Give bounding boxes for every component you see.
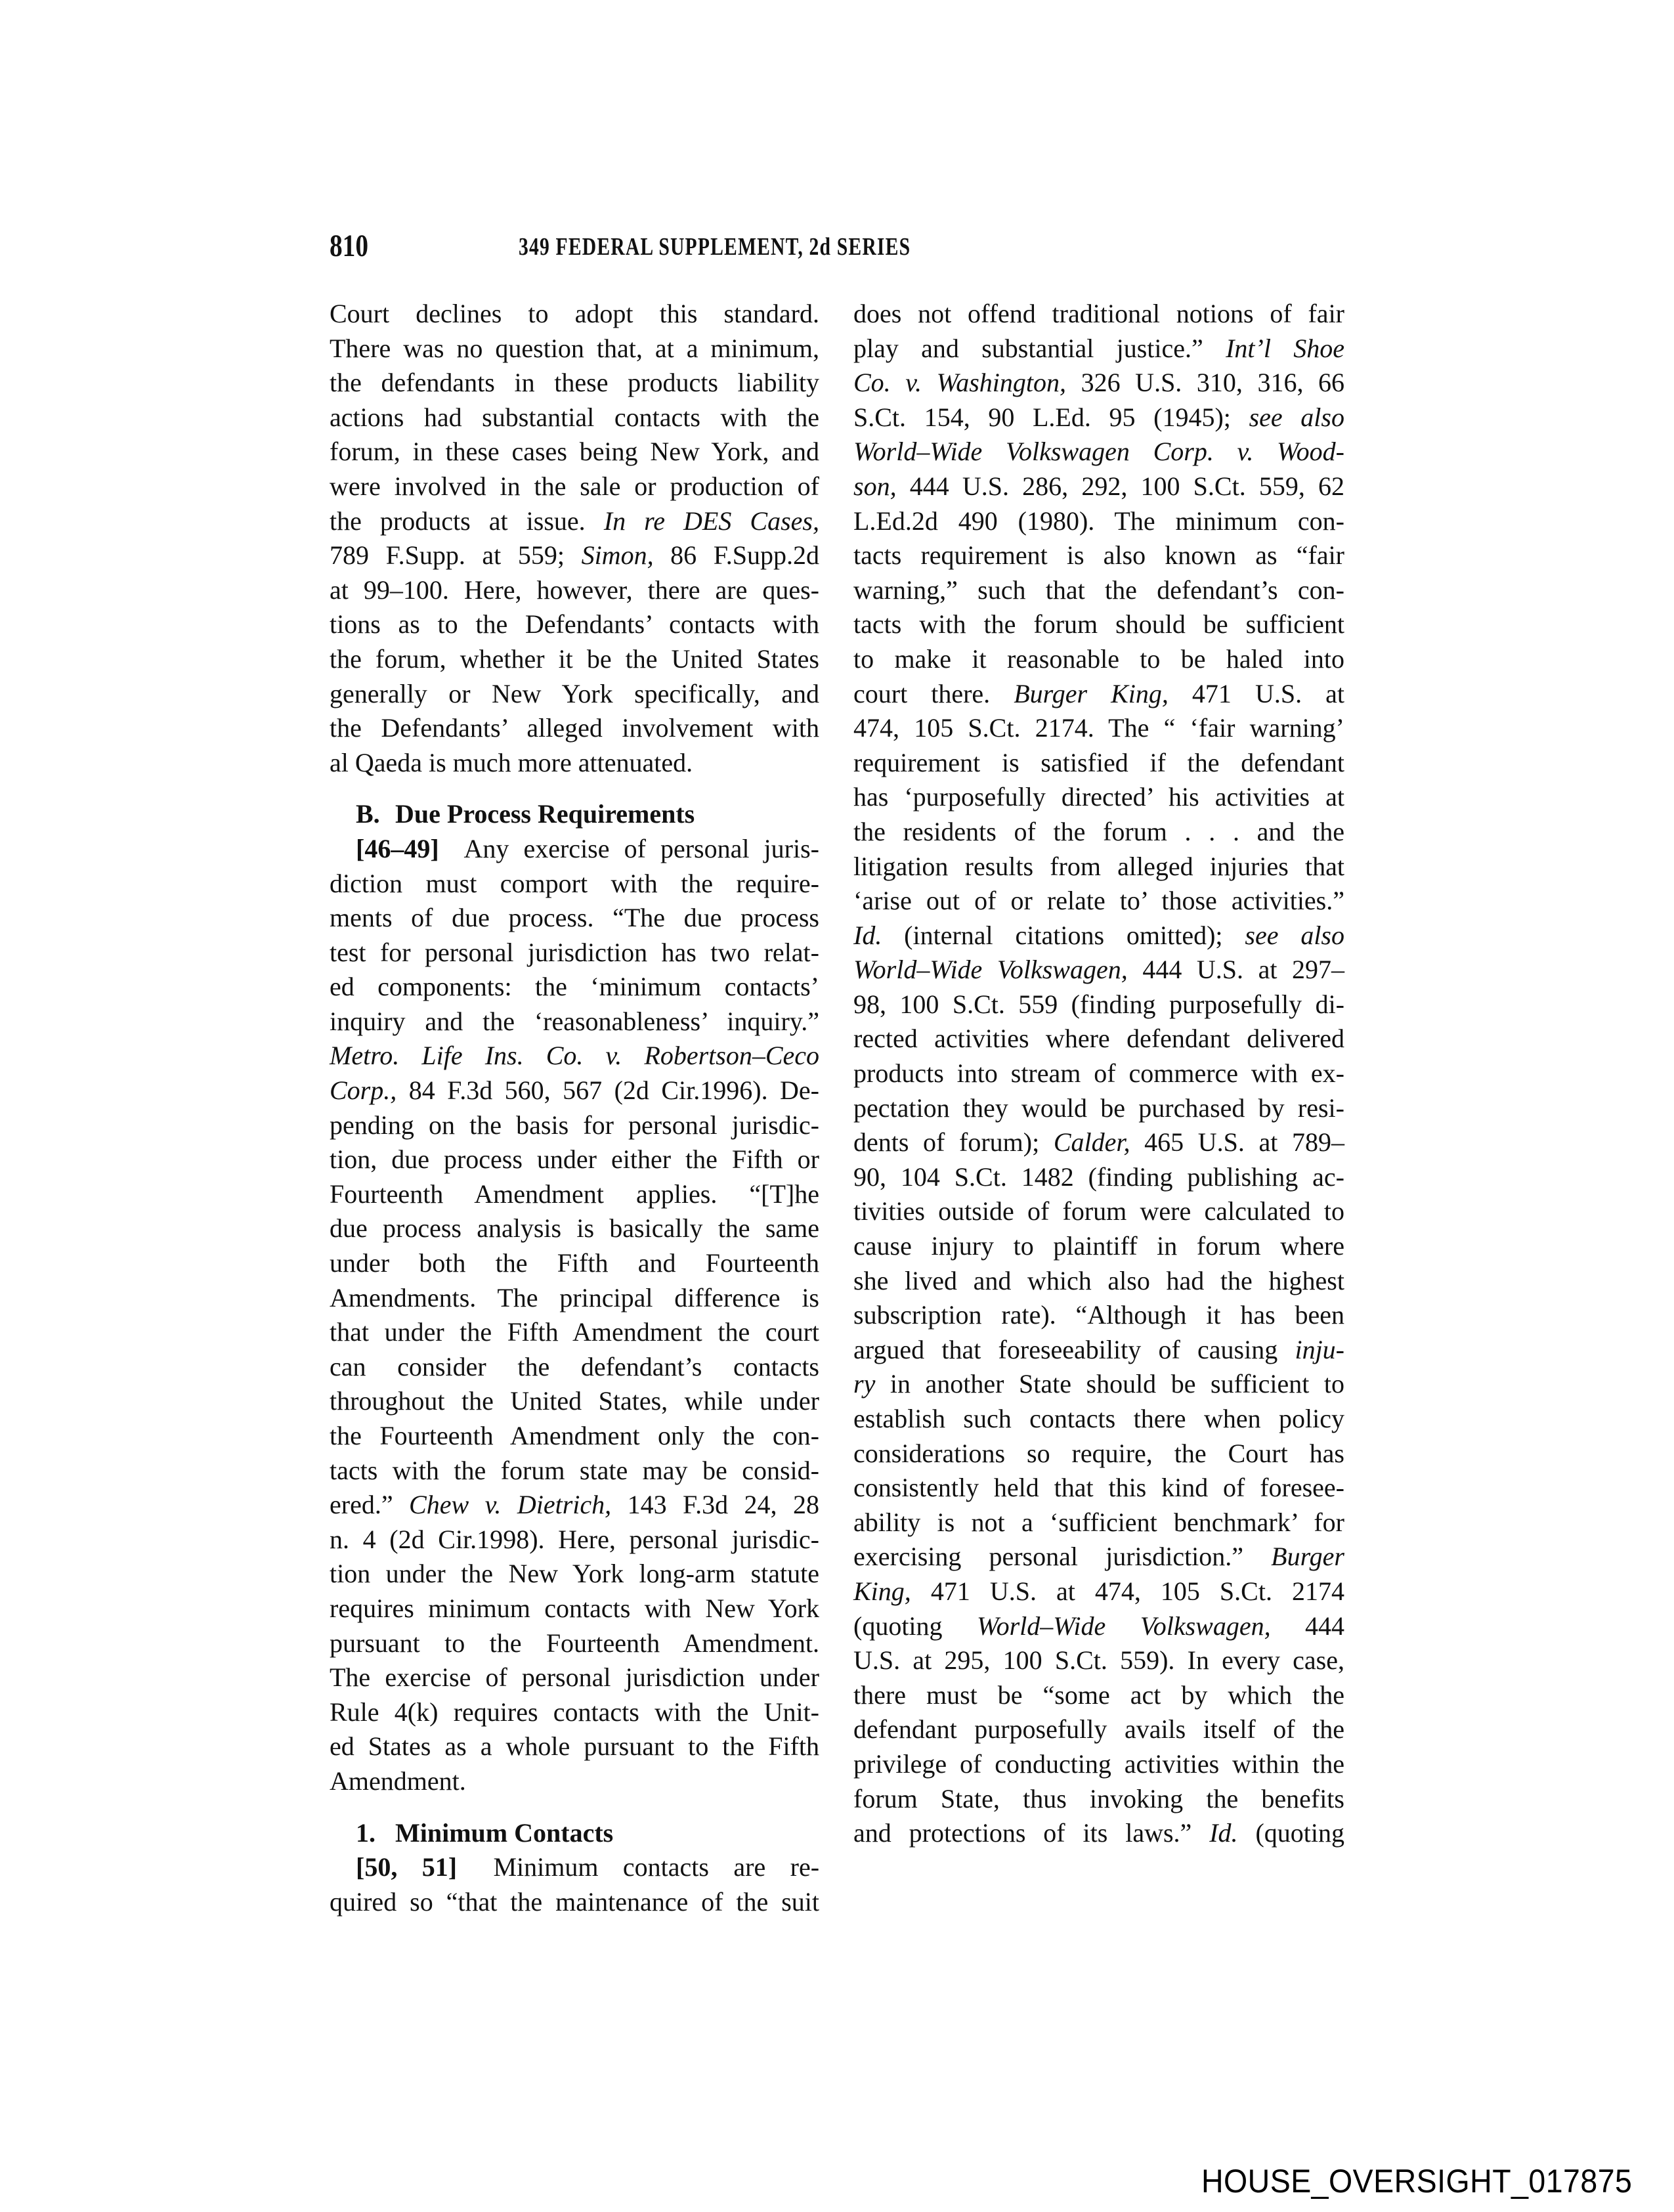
text-line [853, 1747, 1344, 1782]
text-line [853, 780, 1344, 815]
text-line [330, 401, 819, 435]
text-segment: pursuant to the Fourteenth Amendment. [330, 1628, 819, 1658]
text-segment: 444 U.S. 286, 292, 100 S.Ct. 559, 62 [896, 471, 1344, 501]
text-line [853, 1367, 1344, 1402]
case-citation: Chew v. Dietrich, [409, 1490, 612, 1520]
text-line [853, 1160, 1344, 1195]
section-title: Due Process Requirements [395, 799, 695, 829]
case-citation: ry [853, 1369, 876, 1399]
text-segment: she lived and which also had the highest [853, 1265, 1344, 1295]
text-line [330, 711, 819, 746]
text-line [853, 1194, 1344, 1229]
text-line [330, 504, 819, 539]
text-segment: in another State should be sufficient to [875, 1369, 1344, 1399]
paragraph-continuation [330, 297, 819, 780]
case-citation: inju- [1295, 1334, 1344, 1364]
text-segment: privilege of conducting activities within the [853, 1748, 1344, 1779]
text-line [853, 711, 1344, 746]
text-line [853, 1540, 1344, 1574]
text-segment: consistently held that this kind of foresee- [853, 1473, 1344, 1503]
text-segment: requirement is satisfied if the defendant [853, 747, 1344, 777]
text-segment: 444 U.S. at 297– [1127, 955, 1344, 985]
text-line [330, 746, 819, 781]
text-line [330, 1384, 819, 1419]
text-segment: tacts with the forum state may be consid- [330, 1455, 819, 1485]
headnote-number: [50, 51] [356, 1852, 458, 1882]
text-line [330, 642, 819, 677]
text-line [853, 987, 1344, 1022]
text-segment: Amendment. [330, 1766, 466, 1796]
text-segment: the Defendants’ alleged involvement with [330, 713, 819, 743]
text-line [853, 1574, 1344, 1609]
case-citation: Id. [1209, 1818, 1238, 1848]
text-segment: Court declines to adopt this standard. [330, 299, 819, 328]
text-segment: test for personal jurisdiction has two relat- [330, 937, 819, 967]
text-segment: does not offend traditional notions of fair [853, 299, 1344, 328]
text-line [853, 1402, 1344, 1437]
text-segment: establish such contacts there when policy [853, 1404, 1344, 1433]
text-line [330, 607, 819, 642]
text-line [330, 332, 819, 366]
text-segment: pending on the basis for personal jurisdic- [330, 1110, 819, 1140]
text-segment: has ‘purposefully directed’ his activities at [853, 782, 1344, 812]
text-segment: the forum, whether it be the United States [330, 643, 819, 674]
text-segment: S.Ct. 154, 90 L.Ed. 95 (1945); [853, 402, 1249, 432]
text-segment: forum State, thus invoking the benefits [853, 1783, 1344, 1813]
text-line [853, 815, 1344, 850]
text-segment: 444 [1270, 1611, 1344, 1641]
text-segment: (quoting [1237, 1818, 1344, 1848]
text-segment: court there. [853, 678, 1014, 708]
section-number: B. [356, 799, 380, 829]
case-citation: see also [1249, 402, 1344, 432]
text-segment: 474, 105 S.Ct. 2174. The “ ‘fair warning’ [853, 713, 1344, 743]
text-line [853, 677, 1344, 712]
text-segment: can consider the defendant’s contacts [330, 1351, 819, 1381]
text-segment: Rule 4(k) requires contacts with the Unit- [330, 1697, 819, 1727]
text-segment: warning,” such that the defendant’s con- [853, 575, 1344, 605]
case-citation: Calder, [1053, 1127, 1130, 1158]
text-segment: 326 U.S. 310, 316, 66 [1066, 368, 1345, 398]
spacer [330, 780, 819, 797]
text-line [853, 332, 1344, 366]
text-segment: the residents of the forum . . . and the [853, 816, 1344, 846]
text-line [853, 1678, 1344, 1713]
text-segment: dents of forum); [853, 1127, 1054, 1158]
text-line [330, 970, 819, 1005]
reporter-title: 349 FEDERAL SUPPLEMENT, 2d SERIES [519, 233, 911, 261]
text-line [853, 850, 1344, 884]
paragraph-due-process [330, 832, 819, 1799]
text-line [330, 1695, 819, 1730]
paragraph-continuation-right [853, 297, 1344, 1851]
text-line [853, 1264, 1344, 1299]
text-segment: at 99–100. Here, however, there are ques- [330, 575, 819, 605]
text-segment: products into stream of commerce with ex- [853, 1058, 1344, 1089]
paragraph-minimum-contacts [330, 1850, 819, 1919]
section-heading-minimum-contacts [330, 1816, 819, 1851]
text-segment: 471 U.S. at [1168, 678, 1344, 708]
text-segment: pectation they would be purchased by resi- [853, 1093, 1344, 1123]
text-line [330, 1039, 819, 1073]
spacer [330, 1799, 819, 1816]
text-line [853, 297, 1344, 332]
text-line [853, 642, 1344, 677]
text-line [330, 366, 819, 401]
text-line [853, 953, 1344, 987]
case-citation: In re DES Cases, [603, 506, 819, 536]
text-segment: litigation results from alleged injuries that [853, 851, 1344, 881]
text-segment: argued that foreseeability of causing [853, 1334, 1295, 1364]
text-line [853, 435, 1344, 469]
text-segment: tacts with the forum should be sufficient [853, 609, 1344, 640]
text-line [330, 1660, 819, 1695]
text-segment: 143 F.3d 24, 28 [611, 1490, 820, 1520]
text-line [330, 1729, 819, 1764]
left-column [330, 297, 819, 1919]
right-column [853, 297, 1344, 1851]
text-segment: al Qaeda is much more attenuated. [330, 747, 693, 777]
case-citation: son, [853, 471, 897, 501]
case-citation: see also [1245, 920, 1344, 950]
text-line [853, 504, 1344, 539]
text-line [330, 1626, 819, 1661]
text-segment: tacts requirement is also known as “fair [853, 540, 1344, 571]
text-segment: U.S. at 295, 100 S.Ct. 559). In every case, [853, 1645, 1344, 1676]
text-line [330, 1850, 819, 1885]
text-segment: tion, due process under either the Fifth or [330, 1144, 819, 1175]
text-line [330, 1885, 819, 1920]
text-segment: rected activities where defendant delivered [853, 1024, 1344, 1054]
text-line [330, 1454, 819, 1488]
text-line [330, 1764, 819, 1799]
text-segment: L.Ed.2d 490 (1980). The minimum con- [853, 506, 1344, 536]
text-line [853, 1506, 1344, 1540]
section-title: Minimum Contacts [395, 1817, 614, 1848]
text-segment: ed States as a whole pursuant to the Fifth [330, 1731, 819, 1762]
text-segment: quired so “that the maintenance of the suit [330, 1886, 819, 1917]
text-segment: to make it reasonable to be haled into [853, 643, 1344, 674]
text-line [853, 919, 1344, 953]
text-segment: 84 F.3d 560, 567 (2d Cir.1996). De- [397, 1075, 819, 1106]
text-line [330, 936, 819, 970]
text-line [853, 1782, 1344, 1817]
text-line [853, 401, 1344, 435]
text-line [330, 1073, 819, 1108]
text-segment: actions had substantial contacts with the [330, 402, 819, 432]
text-line [853, 1712, 1344, 1747]
text-segment: Fourteenth Amendment applies. “[T]he [330, 1179, 819, 1209]
text-segment: (quoting [853, 1611, 977, 1641]
section-number: 1. [356, 1817, 376, 1848]
text-line [853, 1022, 1344, 1056]
text-segment: 465 U.S. at 789– [1130, 1127, 1344, 1158]
text-segment: 86 F.Supp.2d [653, 540, 819, 571]
text-segment: play and substantial justice.” [853, 333, 1226, 363]
text-segment: 471 U.S. at 474, 105 S.Ct. 2174 [911, 1576, 1344, 1606]
case-citation: Burger King, [1014, 678, 1169, 708]
text-segment: throughout the United States, while under [330, 1386, 819, 1416]
text-line [330, 1281, 819, 1316]
text-segment: due process analysis is basically the same [330, 1213, 819, 1244]
case-citation: Id. [853, 920, 882, 950]
text-segment: there must be “some act by which the [853, 1680, 1344, 1710]
text-segment: the defendants in these products liability [330, 368, 819, 398]
text-line [853, 1298, 1344, 1333]
text-line [330, 1315, 819, 1350]
text-line [330, 1557, 819, 1592]
text-line [330, 297, 819, 332]
text-segment: under both the Fifth and Fourteenth [330, 1248, 819, 1278]
text-segment: the Fourteenth Amendment only the con- [330, 1421, 819, 1450]
text-segment: that under the Fifth Amendment the court [330, 1317, 819, 1347]
text-line [330, 1177, 819, 1212]
text-line [330, 1142, 819, 1177]
text-line [853, 1125, 1344, 1160]
text-line [853, 1333, 1344, 1368]
text-segment: inquiry and the ‘reasonableness’ inquiry.” [330, 1006, 819, 1036]
page-number: 810 [330, 228, 369, 263]
text-segment: ered.” [330, 1490, 410, 1520]
text-line [853, 607, 1344, 642]
text-segment: 98, 100 S.Ct. 559 (finding purposefully di- [853, 989, 1344, 1019]
case-citation: Int’l Shoe [1226, 333, 1344, 363]
text-segment: Minimum contacts are re- [493, 1852, 820, 1882]
text-line [330, 901, 819, 936]
text-line [330, 1488, 819, 1523]
text-segment: diction must comport with the require- [330, 868, 819, 898]
text-line [330, 1419, 819, 1454]
text-line [330, 1211, 819, 1246]
text-line [853, 1091, 1344, 1126]
case-citation: Co. v. Washington, [853, 368, 1067, 398]
text-line [853, 538, 1344, 573]
text-line [853, 884, 1344, 919]
case-citation: World–Wide Volkswagen Corp. v. Wood- [853, 437, 1344, 467]
text-segment: ability is not a ‘sufficient benchmark’ for [853, 1507, 1344, 1537]
text-line [330, 677, 819, 712]
text-segment: exercising personal jurisdiction.” [853, 1542, 1272, 1572]
text-segment: defendant purposefully avails itself of the [853, 1714, 1344, 1745]
text-line [330, 435, 819, 469]
text-line [330, 1108, 819, 1143]
text-line [853, 1816, 1344, 1851]
case-citation: Burger [1271, 1542, 1344, 1572]
text-line [853, 366, 1344, 401]
text-line [853, 1229, 1344, 1264]
text-line [853, 469, 1344, 504]
text-line [330, 867, 819, 901]
text-segment: (internal citations omitted); [882, 920, 1245, 950]
text-segment: requires minimum contacts with New York [330, 1593, 819, 1623]
text-line [330, 1350, 819, 1385]
text-segment: ments of due process. “The due process [330, 903, 819, 933]
text-segment: n. 4 (2d Cir.1998). Here, personal jurisdic- [330, 1524, 819, 1554]
text-line [853, 573, 1344, 608]
text-line [330, 469, 819, 504]
text-segment: 789 F.Supp. at 559; [330, 540, 582, 571]
text-segment: The exercise of personal jurisdiction under [330, 1662, 819, 1693]
text-segment: cause injury to plaintiff in forum where [853, 1231, 1344, 1261]
text-line [853, 1471, 1344, 1506]
text-line [853, 1609, 1344, 1644]
text-segment: generally or New York specifically, and [330, 678, 819, 708]
headnote-number: [46–49] [356, 833, 439, 863]
case-citation: King, [853, 1576, 911, 1606]
bates-stamp: HOUSE_OVERSIGHT_017875 [1201, 2163, 1633, 2200]
case-citation: Corp., [330, 1075, 397, 1106]
text-line [853, 1643, 1344, 1678]
case-citation: Simon, [581, 540, 654, 571]
text-segment: There was no question that, at a minimum, [330, 333, 819, 363]
case-citation: Metro. Life Ins. Co. v. Robertson–Ceco [330, 1041, 819, 1071]
text-segment: Any exercise of personal juris- [463, 833, 819, 863]
text-line [853, 746, 1344, 781]
section-heading-due-process [330, 797, 819, 832]
text-segment: forum, in these cases being New York, and [330, 437, 819, 467]
text-segment: 90, 104 S.Ct. 1482 (finding publishing ac- [853, 1161, 1344, 1192]
text-line [330, 1246, 819, 1281]
text-segment: tion under the New York long-arm statute [330, 1559, 819, 1589]
text-segment: the products at issue. [330, 506, 604, 536]
text-segment: considerations so require, the Court has [853, 1438, 1344, 1468]
text-line [330, 1592, 819, 1626]
text-line [330, 1523, 819, 1557]
case-citation: World–Wide Volkswagen, [853, 955, 1128, 985]
text-segment: tivities outside of forum were calculated to [853, 1196, 1344, 1226]
text-segment: tions as to the Defendants’ contacts with [330, 609, 819, 640]
text-line [330, 1005, 819, 1039]
text-segment: were involved in the sale or production of [330, 471, 819, 501]
text-segment: and protections of its laws.” [853, 1818, 1210, 1848]
text-segment: ed components: the ‘minimum contacts’ [330, 972, 819, 1002]
text-line [330, 832, 819, 867]
text-segment: Amendments. The principal difference is [330, 1282, 819, 1312]
text-segment: ‘arise out of or relate to’ those activities.” [853, 886, 1344, 916]
running-header [330, 230, 1344, 263]
case-citation: World–Wide Volkswagen, [976, 1611, 1271, 1641]
text-line [853, 1056, 1344, 1091]
text-line [330, 573, 819, 608]
text-segment: subscription rate). “Although it has been [853, 1300, 1344, 1330]
text-line [330, 538, 819, 573]
text-line [853, 1437, 1344, 1471]
